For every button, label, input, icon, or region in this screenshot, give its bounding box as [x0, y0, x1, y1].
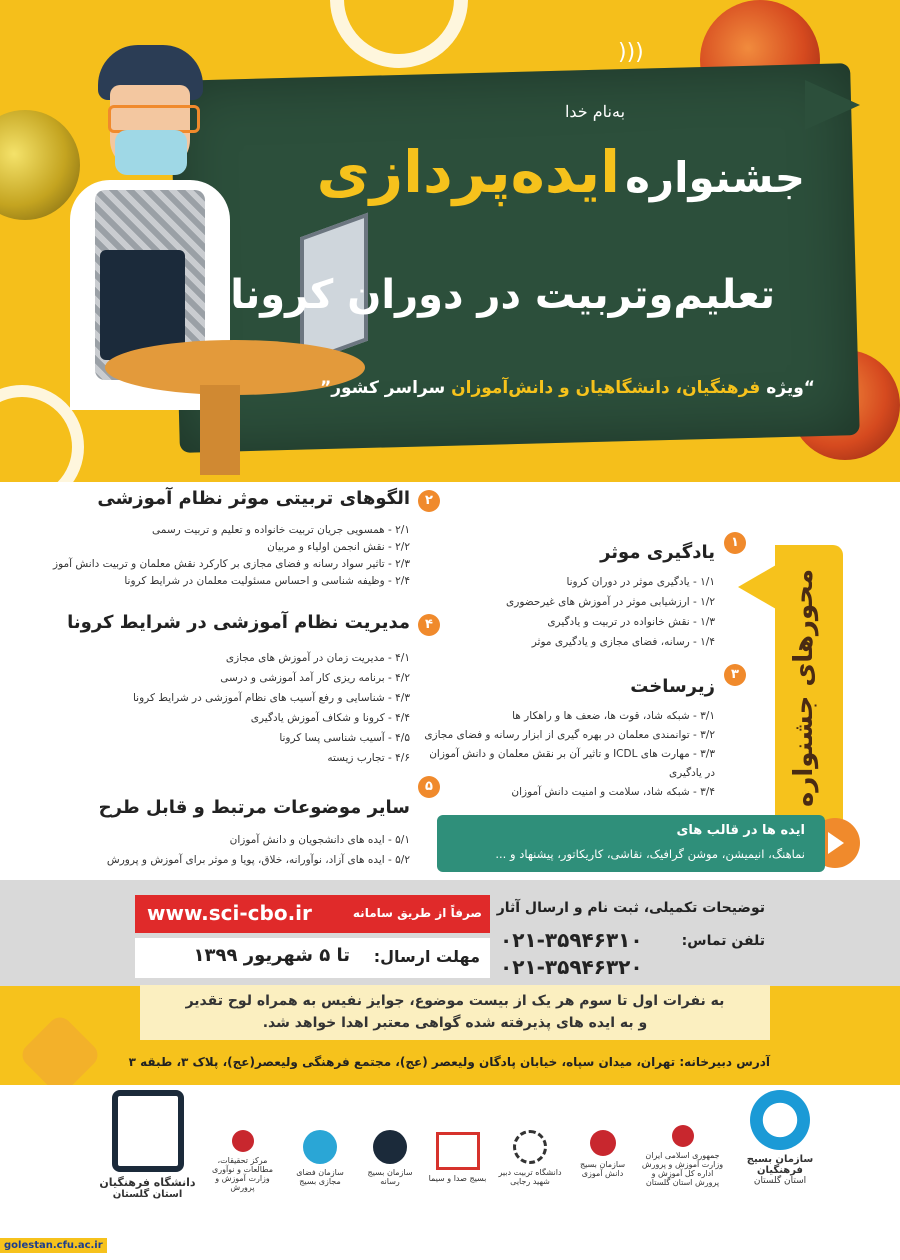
info-label: توضیحات تکمیلی، ثبت نام و ارسال آثار: [496, 900, 765, 916]
section-number: ۴: [418, 614, 440, 636]
farhangian-logo-icon: [112, 1090, 184, 1172]
logo-text: استان گلستان: [753, 1176, 807, 1186]
website-link[interactable]: www.sci-cbo.ir: [147, 901, 312, 925]
section-number: ۲: [418, 490, 440, 512]
tulip-icon: [590, 1130, 616, 1156]
list-item: ۴/۱ - مدیریت زمان در آموزش های مجازی: [225, 652, 410, 664]
list-item: ۲/۲ - نقش انجمن اولیاء و مربیان: [267, 541, 410, 553]
logo-seda-basij: [425, 1132, 490, 1183]
festival-title: [316, 138, 805, 206]
cyber-logo-icon: [303, 1130, 337, 1164]
list-item: ۱/۲ - ارزشیابی موثر در آموزش های غیرحضوری: [506, 596, 715, 608]
logo-text: وزارت آموزش و پرورش: [215, 1174, 270, 1192]
list-item: ۱/۱ - یادگیری موثر در دوران کرونا: [566, 576, 715, 588]
iran-emblem-icon: [672, 1125, 694, 1147]
via-label: صرفاً از طریق سامانه: [352, 906, 482, 920]
formats-list: نماهنگ، انیمیشن، موشن گرافیک، نقاشی، کاریکاتور، پیشنهاد و ...: [495, 847, 805, 861]
face-mask-icon: [115, 130, 187, 175]
list-item: ۵/۲ - ایده های آزاد، نوآورانه، خلاق، پویا و موثر برای آموزش و پرورش: [106, 854, 410, 866]
teachers-basij-icon: [750, 1090, 810, 1150]
logo-text: اداره کل آموزش و پرورش استان گلستان: [645, 1169, 720, 1187]
hero-banner: [0, 0, 900, 490]
list-item: ۵/۱ - ایده های دانشجویان و دانش آموزان: [229, 834, 410, 846]
logo-text: سازمان بسیج دانش آموزی: [579, 1160, 626, 1178]
phone-number-2[interactable]: ۰۲۱-۳۵۹۴۶۳۲۰: [500, 955, 643, 979]
virus-icon: [0, 110, 80, 220]
tag-prefix: “ویژه: [766, 378, 815, 398]
section-title: یادگیری موثر: [600, 542, 715, 563]
logo-teachers-basij: [730, 1090, 830, 1186]
logo-text: سازمان بسیج فرهنگیان: [746, 1154, 814, 1176]
formats-title: ایده ها در قالب های: [676, 823, 805, 838]
section-list: [60, 648, 410, 768]
play-arrow-icon: [828, 832, 844, 854]
wifi-icon: ))): [618, 40, 644, 65]
list-item: ۴/۲ - برنامه ریزی کار آمد آموزشی و درسی: [220, 672, 410, 684]
formats-box: [437, 815, 825, 872]
desk-stand: [200, 385, 240, 475]
deadline-box: [135, 938, 490, 978]
logo-text: جمهوری اسلامی ایران: [645, 1151, 720, 1160]
seda-logo-icon: [436, 1132, 480, 1170]
logo-text: استان گلستان: [112, 1189, 183, 1200]
section-title: الگوهای تربیتی موثر نظام آموزشی: [97, 488, 410, 509]
list-item: ۳/۲ - توانمندی معلمان در بهره گیری از ابزار رسانه و فضای مجازی: [424, 729, 715, 741]
side-label-pointer: [738, 565, 776, 609]
section-number: ۱: [724, 532, 746, 554]
audience-tag: [320, 378, 815, 398]
list-item: ۲/۱ - همسویی جریان تربیت خانواده و تعلیم و تربیت رسمی: [152, 524, 410, 536]
notice-line-1: به نفرات اول تا سوم هر یک از بیست موضوع، جوایز نفیس به همراه لوح تقدیر: [185, 993, 725, 1009]
festival-subtitle: تعلیم‌وتربیت در دوران کرونا: [230, 272, 775, 318]
section-list: [60, 830, 410, 870]
section-list: [424, 707, 715, 802]
website-box: [135, 895, 490, 933]
secretariat-address: آدرس دبیرخانه: تهران، میدان سپاه، خیابان پادگان ولیعصر (عج)، مجتمع فرهنگی ولیعصر(عج)، پلاک ۳، طبقه ۳: [128, 1055, 770, 1069]
section-title: مدیریت نظام آموزشی در شرایط کرونا: [67, 612, 410, 633]
logo-text: سازمان بسیج رسانه: [367, 1168, 413, 1186]
logo-text: دانشگاه فرهنگیان: [99, 1176, 196, 1189]
prize-notice: [140, 985, 770, 1040]
phone-label: تلفن تماس:: [681, 933, 765, 949]
section-title: سایر موضوعات مرتبط و قابل طرح: [98, 797, 410, 818]
list-item: ۴/۳ - شناسایی و رفع آسیب های نظام آموزشی در شرایط کرونا: [132, 692, 410, 704]
logo-text: وزارت آموزش و پرورش: [641, 1160, 724, 1169]
list-item: ۲/۴ - وظیفه شناسی و احساس مسئولیت معلمان در شرایط کرونا: [124, 575, 410, 587]
logo-shahid-rajaee: [495, 1130, 565, 1186]
deadline-label: مهلت ارسال:: [373, 947, 480, 966]
list-item: ۲/۳ - تاثیر سواد رسانه و فضای مجازی بر کارکرد نقش معلمان و تربیت دانش آموز: [53, 558, 410, 570]
logo-text: سازمان فضای مجازی بسیج: [296, 1168, 344, 1186]
logo-text: دانشگاه تربیت دبیر شهید رجایی: [498, 1168, 562, 1186]
deadline-value: تا ۵ شهریور ۱۳۹۹: [193, 945, 350, 966]
list-item: ۳/۱ - شبکه شاد، قوت ها، ضعف ها و راهکار ها: [512, 710, 715, 722]
list-item: ۴/۵ - آسیب شناسی پسا کرونا: [279, 732, 410, 744]
notice-line-2: و به ایده های پذیرفته شده گواهی معتبر اهدا خواهد شد.: [262, 1015, 648, 1031]
logo-golestan-education: [640, 1125, 725, 1187]
media-logo-icon: [373, 1130, 407, 1164]
section-title: زیرساخت: [630, 676, 715, 697]
section-number: ۳: [724, 664, 746, 686]
list-item: ۳/۳ - مهارت های ICDL و تاثیر آن بر نقش معلمان و دانش آموزان: [429, 748, 715, 760]
section-number: ۵: [418, 776, 440, 798]
logo-media-basij: [360, 1130, 420, 1186]
source-watermark: golestan.cfu.ac.ir: [0, 1238, 107, 1253]
rajaee-logo-icon: [513, 1130, 547, 1164]
phone-number-1[interactable]: ۰۲۱-۳۵۹۴۶۳۱۰: [500, 928, 643, 952]
section-list: [475, 572, 715, 652]
list-item: ۱/۴ - رسانه، فضای مجازی و یادگیری موثر: [531, 636, 715, 648]
logo-student-basij: [570, 1130, 635, 1178]
section-list: [53, 522, 410, 590]
glasses-icon: [108, 105, 200, 133]
list-item: ۳/۴ - شبکه شاد، سلامت و امنیت دانش آموزان: [511, 786, 715, 798]
list-item: ۴/۶ - تجارب زیسته: [327, 752, 410, 764]
list-item: در یادگیری: [668, 767, 715, 779]
list-item: ۴/۴ - کرونا و شکاف آموزش یادگیری: [250, 712, 410, 724]
title-word2: ایده‌پردازی: [316, 138, 621, 206]
bismillah: به‌نام خدا: [564, 102, 626, 121]
logo-text: بسیج صدا و سیما: [428, 1174, 487, 1183]
side-label: [775, 545, 843, 830]
list-item: ۱/۳ - نقش خانواده در تربیت و یادگیری: [547, 616, 715, 628]
signal-arc-icon: [330, 0, 468, 68]
chalkboard-pointer: [805, 80, 860, 130]
logo-text: مرکز تحقیقات، مطالعات و نوآوری: [211, 1156, 274, 1174]
logo-cyber-basij: [285, 1130, 355, 1186]
title-word1: جشنواره: [625, 153, 805, 202]
logo-research-center: [205, 1130, 280, 1192]
tag-suffix: سراسر کشور”: [320, 378, 446, 398]
side-label-text: محورهای جشنواره: [789, 568, 819, 807]
iran-emblem-icon: [232, 1130, 254, 1152]
tag-highlight: فرهنگیان، دانشگاهیان و دانش‌آموزان: [451, 378, 761, 398]
logo-farhangian-university: [95, 1090, 200, 1200]
